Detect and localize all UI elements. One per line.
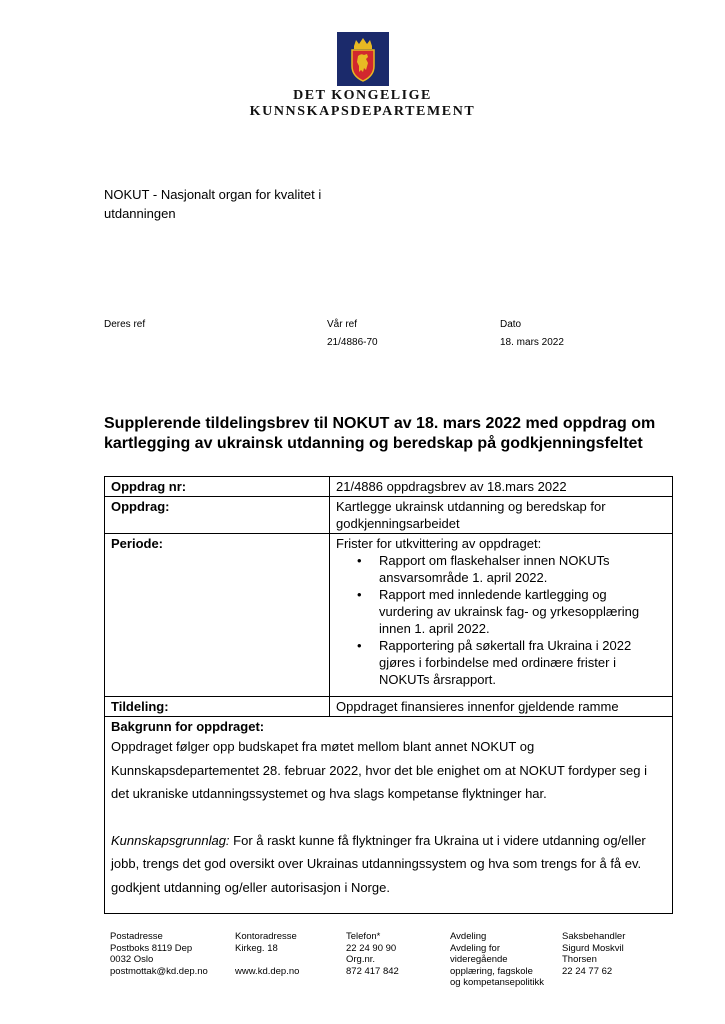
kunnskapsgrunnlag-label: Kunnskapsgrunnlag:: [111, 832, 230, 848]
bakgrunn-p2-line: [111, 829, 666, 853]
tildeling-label: Tildeling:: [105, 697, 330, 717]
bakgrunn-p2-line: godkjent utdanning og/eller autorisasjon i Norge.: [111, 879, 390, 895]
bullet-line: innen 1. april 2022.: [379, 621, 490, 636]
oppdrag-nr-label: Oppdrag nr:: [105, 477, 330, 497]
footer-line: og kompetansepolitikk: [450, 977, 544, 988]
list-item: [379, 637, 666, 688]
footer-website: www.kd.dep.no: [235, 965, 300, 977]
footer-line: Thorsen: [562, 954, 597, 965]
bullet-line: ansvarsområde 1. april 2022.: [379, 570, 548, 585]
footer-kontoradresse: [235, 931, 299, 977]
table-row: [105, 534, 673, 697]
tildeling-value: Oppdraget finansieres innenfor gjeldende ramme: [330, 697, 673, 717]
bullet-line: • Rapport om flaskehalser innen NOKUTs: [379, 553, 610, 568]
list-item: [379, 552, 666, 586]
footer-line: videregående: [450, 954, 508, 965]
footer-saksbehandler: [562, 931, 625, 977]
footer-line: 22 24 77 62: [562, 965, 613, 977]
footer-line: 872 417 842: [346, 965, 399, 977]
footer-avdeling: [450, 931, 544, 989]
footer-heading: Kontoradresse: [235, 931, 297, 942]
department-name-line1: DET KONGELIGE: [293, 88, 432, 103]
bakgrunn-p1-line: det ukraniske utdanningssystemet og hva slags kompetanse flyktninger har.: [111, 786, 547, 801]
oppdrag-value-line1: Kartlegge ukrainsk utdanning og beredskap for: [336, 499, 606, 514]
table-row: [105, 497, 673, 534]
bullet-line: • Rapportering på søkertall fra Ukraina i 2022: [379, 638, 632, 653]
recipient-line1: NOKUT - Nasjonalt organ for kvalitet i: [104, 187, 322, 202]
bullet-line: NOKUTs årsrapport.: [379, 672, 497, 687]
bakgrunn-p2-line: jobb, trengs det god oversikt over Ukrainas utdanningssystem og hva som trengs for å få ev.: [111, 856, 642, 871]
footer-heading: Avdeling: [450, 931, 487, 942]
table-row: [105, 717, 673, 914]
footer-line: Kirkeg. 18: [235, 942, 278, 954]
footer-line: Postboks 8119 Dep: [110, 942, 193, 954]
oppdrag-value-line2: godkjenningsarbeidet: [336, 516, 460, 531]
table-row: [105, 697, 673, 717]
footer-line: Org.nr.: [346, 954, 376, 965]
footer-telefon: [346, 931, 399, 977]
footer-email: postmottak@kd.dep.no: [110, 965, 208, 977]
document-title: [104, 414, 674, 454]
title-line2: kartlegging av ukrainsk utdanning og beredskap på godkjenningsfeltet: [104, 435, 643, 452]
footer-line: [235, 954, 299, 966]
list-item: [379, 586, 666, 637]
footer-line: Sigurd Moskvil: [562, 942, 624, 954]
footer-heading: Postadresse: [110, 931, 163, 942]
footer-line: opplæring, fagskole: [450, 965, 533, 977]
footer-line: 22 24 90 90: [346, 942, 397, 954]
footer-line: 0032 Oslo: [110, 954, 154, 965]
department-name-line2: KUNNSKAPSDEPARTEMENT: [249, 104, 476, 119]
bakgrunn-p2-text: For å raskt kunne få flyktninger fra Ukraina ut i videre utdanning og/eller: [229, 832, 646, 848]
oppdrag-value: [330, 497, 673, 534]
coat-of-arms-icon: [337, 32, 389, 86]
assignment-table: [104, 476, 673, 914]
footer-line: Avdeling for: [450, 942, 500, 954]
bakgrunn-p1-line: Kunnskapsdepartementet 28. februar 2022, hvor det ble enighet om at NOKUT fordyper seg i: [111, 762, 647, 778]
bullet-line: • Rapport med innledende kartlegging og: [379, 587, 607, 602]
bakgrunn-label: Bakgrunn for oppdraget:: [111, 719, 265, 734]
footer-heading: Saksbehandler: [562, 931, 626, 942]
var-ref-label: Vår ref: [327, 319, 358, 330]
bullet-line: gjøres i forbindelse med ordinære frister i: [379, 655, 616, 670]
deadline-list: [336, 552, 666, 688]
bakgrunn-cell: [105, 717, 673, 914]
oppdrag-nr-value: 21/4886 oppdragsbrev av 18.mars 2022: [330, 477, 673, 497]
periode-intro: Frister for utkvittering av oppdraget:: [336, 536, 542, 551]
var-ref-value: 21/4886-70: [327, 337, 378, 348]
deres-ref-label: Deres ref: [104, 319, 146, 330]
footer-postadresse: [110, 931, 208, 977]
bakgrunn-p1-line: Oppdraget følger opp budskapet fra møtet mellom blant annet NOKUT og: [111, 739, 535, 754]
dato-value: 18. mars 2022: [500, 337, 564, 348]
dato-label: Dato: [500, 319, 522, 330]
recipient-line2: utdanningen: [104, 206, 176, 221]
periode-value: [330, 534, 673, 697]
table-row: [105, 477, 673, 497]
bullet-line: vurdering av ukrainsk fag- og yrkesopplæring: [379, 604, 640, 619]
footer-heading: Telefon*: [346, 931, 381, 942]
oppdrag-label: Oppdrag:: [105, 497, 330, 534]
recipient-address: [104, 185, 364, 223]
periode-label: Periode:: [105, 534, 330, 697]
title-line1: Supplerende tildelingsbrev til NOKUT av 18. mars 2022 med oppdrag om: [104, 415, 656, 432]
